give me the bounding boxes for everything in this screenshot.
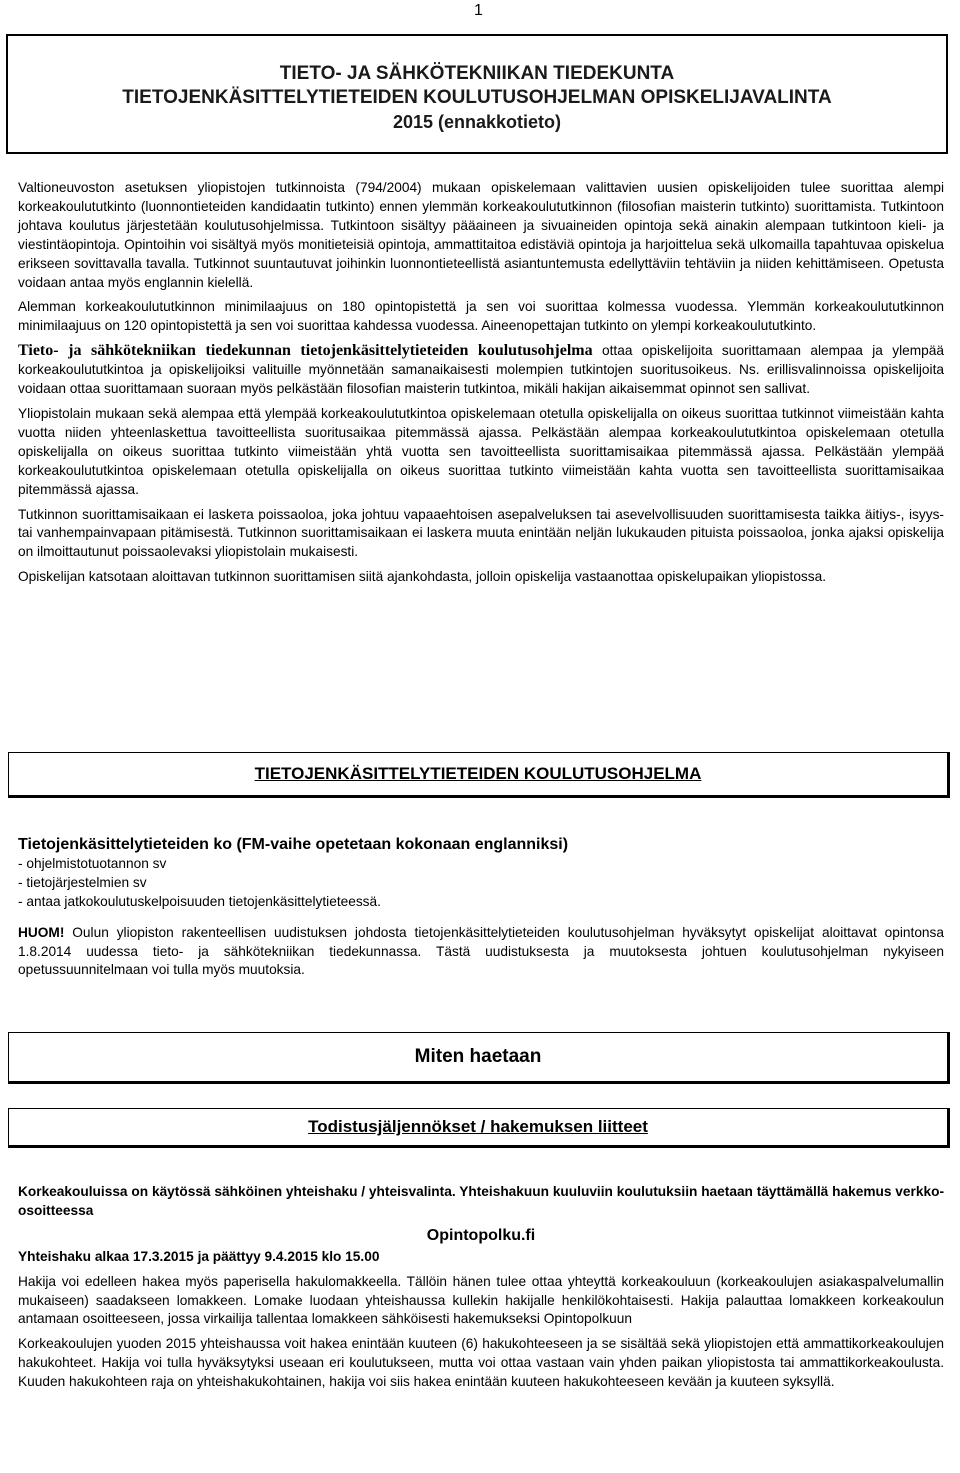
how-to-apply-box (8, 1032, 950, 1084)
intro-paragraph-start: Opiskelijan katsotaan aloittavan tutkinnon suorittamisen siitä ajankohdasta, jolloin opiskelija vastaanottaa opiskelupaikan yliopistossa. (18, 569, 827, 585)
application-dates: Yhteishaku alkaa 17.3.2015 ja päättyy 9.4.2015 klo 15.00 (18, 1248, 380, 1264)
intro-paragraph-admission (18, 342, 944, 399)
program-section-box (8, 752, 950, 798)
program-section (18, 836, 944, 986)
list-item: - tietojärjestelmien sv (18, 874, 147, 890)
intro-section (18, 179, 944, 593)
intro-paragraph-study-time: Yliopistolain mukaan sekä alempaa että ylempää korkeakoulututkintoa opiskelemaan otetulla opiskelijalla on oikeus suorittaa tutkinnot viimeistään kahta vuotta niiden yhteenlaskettua tavoitteellista suoritusaikaa pitemmässä ajassa. Pelkästään alempaa korkeakoulututkintoa opiskelemaan otetulla opiskelijalla on oikeus suorittaa tutkinto viimeistään yhtä vuotta sen tavoitteellista suorittamisaikaa pitemmässä ajassa. Pelkästään ylempää korkeakoulututkintoa opiskelemaan otetulla opiskelijalla on oikeus suorittaa tutkinto viimeistään kahta vuotta sen tavoitteellista suorittamisaikaa pitemmässä ajassa. (18, 405, 944, 497)
title-program: TIETOJENKÄSITTELYTIETEIDEN KOULUTUSOHJELMAN OPISKELIJAVALINTA (122, 87, 832, 108)
program-section-title: TIETOJENKÄSITTELYTIETEIDEN KOULUTUSOHJELMA (254, 764, 702, 783)
attachments-title: Todistusjäljennökset / hakemuksen liitteet (308, 1117, 648, 1136)
program-options-list (18, 855, 944, 912)
application-limit-paragraph: Korkeakoulujen yuoden 2015 yhteishaussa voit hakea enintään kuuteen (6) hakukohteeseen ja se sisältää sekä yliopistojen että ammattikorkeakoulujen hakukohteet. Hakija voi tulla hyväksytyksi useaan eri koulutukseen, mutta voi ottaa vastaan vain yhden paikan yliopistosta tai ammattikorkeakoulusta. Kuuden hakukohteen raja on yhteishakukohtainen, hakija voi siis hakea enintään kuuteen hakukohteeseen kevään ja kuuteen syksyllä. (18, 1336, 944, 1390)
program-heading: Tietojenkäsittelytieteiden ko (FM-vaihe opetetaan kokonaan englanniksi) (18, 836, 569, 853)
title-faculty: TIETO- JA SÄHKÖTEKNIIKAN TIEDEKUNTA (279, 63, 675, 84)
intro-paragraph-absence: Tutkinnon suorittamisaikaan ei laskета poissaoloa, joka johtuu vapaaehtoisen asepalveluksen tai asevelvollisuuden suorittamisesta taikka äitiys-, isyys- tai vanhempainvapaan pitämisestä. Tutkinnon suorittamisaikaan ei laskета muuta enintään neljän lukukauden pituista poissaoloa, jonka ajaksi opiskelija on ilmoittautunut poissaolevaksi yliopistolain mukaisesti. (18, 506, 944, 560)
list-item: - antaa jatkokoulutuskelpoisuuden tietojenkäsittelytieteessä. (18, 893, 381, 909)
list-item: - ohjelmistotuotannon sv (18, 855, 167, 871)
title-year: 2015 (ennakkotieto) (392, 112, 562, 132)
huom-label: HUOM! (18, 924, 65, 940)
program-name-emphasis: Tieto- ja sähkötekniikan tiedekunnan tietojenkäsittelytieteiden koulutusohjelma (18, 342, 593, 360)
joint-application-paragraph: Korkeakouluissa on käytössä sähköinen yhteishaku / yhteisvalinta. Yhteishakuun kuuluviin koulutuksiin haetaan täyttämällä hakemus verkko-osoitteessa (18, 1184, 944, 1218)
admission-text: ottaa opiskelijoita suorittamaan alempaa ja ylempää korkeakoulututkintoa ja opiskelijoiksi valituille myönnetään samanaikaisesti molempien tutkintojen suoritusoikeus. Ns. erillisvalinnoissa opiskelijoita voidaan ottaa suorittamaan suoraan myös pelkästään filosofian maisterin tutkintoa, mikäli hakijan aikaisemmat opinnot sen sallivat. (18, 343, 944, 397)
opintopolku-site: Opintopolku.fi (426, 1226, 536, 1244)
huom-paragraph (18, 924, 944, 981)
intro-paragraph-degree-structure: Valtioneuvoston asetuksen yliopistojen tutkinnoista (794/2004) mukaan opiskelemaan valittavien uusien opiskelijoiden tulee suorittaa alempi korkeakoulututkinto (luonnontieteiden kandidaatin tutkinto) ennen ylemmän korkeakoulututkinnon (filosofian maisterin tutkinto) suorittamista. Tutkintoon johtava koulutus järjestetään koulutusohjelmissa. Tutkintoon sisältyy pääaineen ja sivuaineiden opintoja sekä ainakin alempaan tutkintoon kieli- ja viestintäopintoja. Opintoihin voi sisältyä myös monitieteisiä opintoja, ammattitaitoa edistäviä opintoja ja harjoittelua sekä ulkomailla tapahtuvaa opiskelua erikseen sovittavalla tavalla. Tutkinnot suuntautuvat joihinkin luonnontieteellistä asiantuntemusta edellyttäviin tehtäviin ja niiden kehittämiseen. Opetusta voidaan antaa myös englannin kielellä. (18, 180, 944, 290)
intro-paragraph-scope: Alemman korkeakoulututkinnon minimilaajuus on 180 opintopistettä ja sen voi suorittaa kolmessa vuodessa. Ylemmän korkeakoulututkinnon minimilaajuus on 120 opintopistettä ja sen voi suorittaa kahdessa vuodessa. Aineenopettajan tutkinto on ylempi korkeakoulututkinto. (18, 299, 944, 334)
title-box (6, 34, 948, 154)
paper-application-paragraph: Hakija voi edelleen hakea myös paperisella hakulomakkeella. Tällöin hänen tulee ottaa yhteyttä korkeakouluun (korkeakoulujen asiakaspalvelumallin mukaiseen) saadakseen lomakkeen. Lomake luodaan yhteishaussa kullekin hakijalle henkilökohtaisesti. Hakija palauttaa lomakkeen korkeakoulun antamaan osoitteeseen, jossa virkailija tallentaa lomakkeen sähköisesti hakemukseksi Opintopolkuun (18, 1273, 944, 1327)
application-section (18, 1183, 944, 1398)
page-number: 1 (474, 2, 483, 19)
attachments-box (8, 1108, 950, 1148)
how-to-apply-title: Miten haetaan (414, 1046, 542, 1067)
huom-text: Oulun yliopiston rakenteellisen uudistuksen johdosta tietojenkäsittelytieteiden koulutusohjelman hyväksytyt opiskelijat aloittavat opintonsa 1.8.2014 uudessa tieto- ja sähkötekniikan tiedekunnassa. Tästä uudistuksesta ja muutoksesta johtuen koulutusohjelman nykyiseen opetussuunnitelmaan voi tulla myös muutoksia. (18, 924, 944, 978)
